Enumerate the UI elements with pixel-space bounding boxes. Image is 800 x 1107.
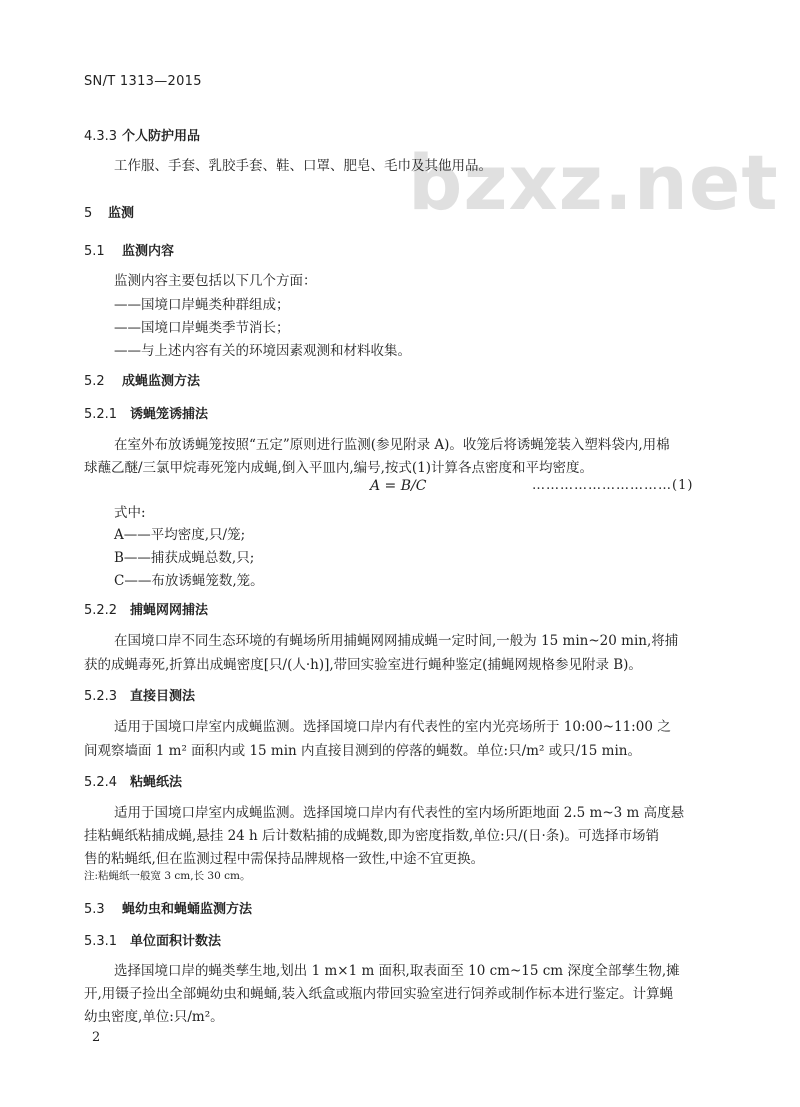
variable-definition: C——布放诱蝇笼数,笼。 (114, 573, 264, 589)
section-5-2-2-heading (84, 599, 208, 618)
section-title: 捕蝇网网捕法 (130, 603, 209, 618)
section-number: 5.2.4 (84, 775, 118, 790)
formula: A = B/C (370, 478, 427, 494)
watermark: bzxz.net (408, 138, 779, 227)
section-5-3-1-heading (84, 930, 221, 949)
page-number: 2 (92, 1030, 101, 1045)
section-title: 单位面积计数法 (130, 934, 222, 949)
variable-definition: A——平均密度,只/笼; (114, 527, 246, 543)
where-label: 式中: (114, 505, 146, 521)
section-number: 4.3.3 (84, 129, 118, 144)
list-item: ——国境口岸蝇类季节消长； (114, 320, 290, 336)
paragraph-line: 球蘸乙醚/三氯甲烷毒死笼内成蝇,倒入平皿内,编号,按式(1)计算各点密度和平均密度。 (84, 460, 594, 476)
paragraph-line: 适用于国境口岸室内成蝇监测。选择国境口岸内有代表性的室内光亮场所于 10:00~11:00 之 (114, 719, 671, 735)
list-item: ——国境口岸蝇类种群组成； (114, 297, 290, 313)
section-5-heading (84, 202, 134, 221)
paragraph-line: 售的粘蝇纸,但在监测过程中需保持品牌规格一致性,中途不宜更换。 (84, 851, 485, 867)
section-title: 蝇幼虫和蝇蛹监测方法 (122, 902, 253, 917)
section-title: 监测 (108, 206, 135, 221)
section-4-3-3-heading (84, 125, 200, 144)
formula-reference: …………………………(1) (532, 478, 694, 493)
section-title: 个人防护用品 (122, 129, 201, 144)
list-item: ——与上述内容有关的环境因素观测和材料收集。 (114, 343, 411, 359)
paragraph: 工作服、手套、乳胶手套、鞋、口罩、肥皂、毛巾及其他用品。 (114, 158, 492, 174)
section-number: 5 (84, 206, 93, 221)
section-5-2-heading (84, 370, 200, 389)
section-number: 5.3.1 (84, 934, 118, 949)
section-number: 5.2.2 (84, 603, 118, 618)
paragraph-line: 适用于国境口岸室内成蝇监测。选择国境口岸内有代表性的室内场所距地面 2.5 m~3 m 高度悬 (114, 805, 685, 821)
section-5-2-3-heading (84, 685, 195, 704)
section-number: 5.3 (84, 902, 105, 917)
paragraph-line: 选择国境口岸的蝇类孳生地,划出 1 m×1 m 面积,取表面至 10 cm~15 cm 深度全部孳生物,摊 (114, 963, 680, 979)
section-number: 5.2 (84, 374, 105, 389)
standard-number: SN/T 1313—2015 (84, 74, 202, 89)
paragraph-line: 挂粘蝇纸粘捕成蝇,悬挂 24 h 后计数粘捕的成蝇数,即为密度指数,单位:只/(日·条)。可选择市场销 (84, 828, 660, 844)
note: 注:粘蝇纸一般宽 3 cm,长 30 cm。 (84, 870, 251, 882)
section-number: 5.2.1 (84, 407, 118, 422)
section-5-2-1-heading (84, 403, 208, 422)
variable-definition: B——捕获成蝇总数,只; (114, 550, 255, 566)
section-title: 监测内容 (122, 244, 175, 259)
paragraph-line: 在国境口岸不同生态环境的有蝇场所用捕蝇网网捕成蝇一定时间,一般为 15 min~20 min,将捕 (114, 633, 679, 649)
paragraph-line: 获的成蝇毒死,折算出成蝇密度[只/(人·h)],带回实验室进行蝇种鉴定(捕蝇网规格参见附录 B)。 (84, 657, 642, 673)
section-title: 粘蝇纸法 (130, 775, 183, 790)
section-5-3-heading (84, 898, 252, 917)
paragraph-line: 在室外布放诱蝇笼按照“五定”原则进行监测(参见附录 A)。收笼后将诱蝇笼装入塑料袋内,用棉 (114, 437, 670, 453)
section-number: 5.2.3 (84, 689, 118, 704)
section-title: 直接目测法 (130, 689, 196, 704)
paragraph: 监测内容主要包括以下几个方面： (114, 273, 317, 289)
section-title: 成蝇监测方法 (122, 374, 201, 389)
section-title: 诱蝇笼诱捕法 (130, 407, 209, 422)
section-5-2-4-heading (84, 771, 182, 790)
paragraph-line: 幼虫密度,单位:只/m²。 (84, 1009, 224, 1025)
section-number: 5.1 (84, 244, 105, 259)
section-5-1-heading (84, 240, 174, 259)
paragraph-line: 间观察墙面 1 m² 面积内或 15 min 内直接目测到的停落的蝇数。单位:只/m² 或只/15 min。 (84, 743, 641, 759)
paragraph-line: 开,用镊子捡出全部蝇幼虫和蝇蛹,装入纸盒或瓶内带回实验室进行饲养或制作标本进行鉴定。计算蝇 (84, 986, 674, 1002)
